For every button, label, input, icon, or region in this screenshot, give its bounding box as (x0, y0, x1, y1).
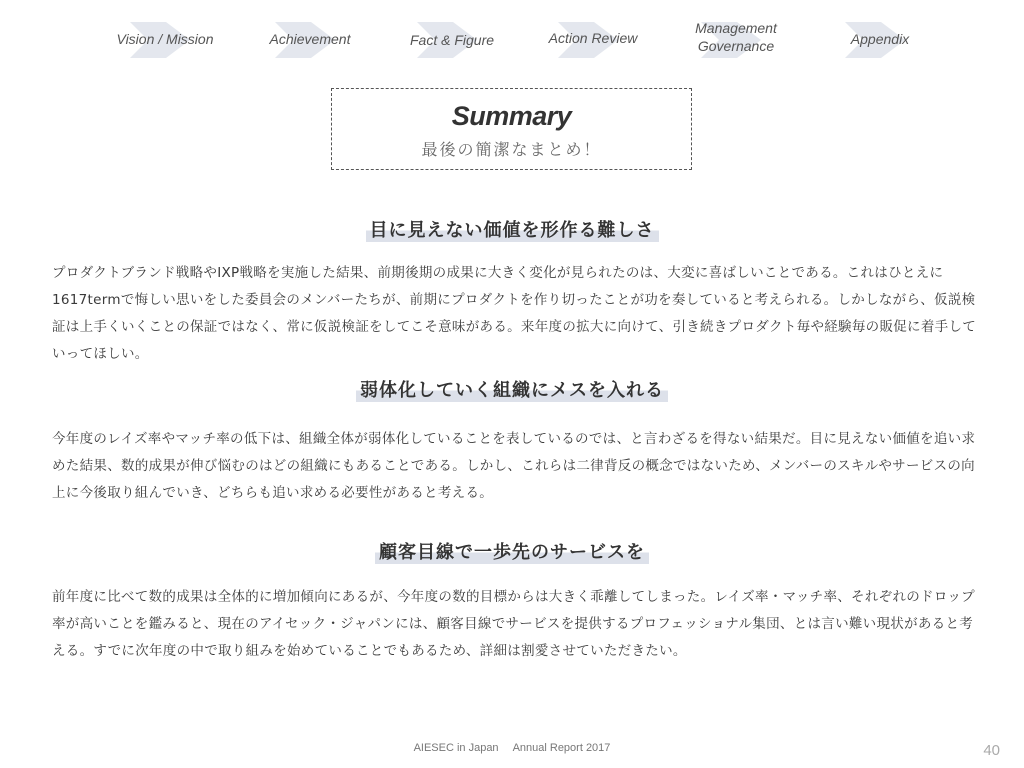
section-heading (0, 538, 1024, 564)
nav-label: Management Governance (695, 20, 777, 54)
section-heading-text: 弱体化していく組織にメスを入れる (356, 376, 668, 402)
section-body: 前年度に比べて数的成果は全体的に増加傾向にあるが、今年度の数的目標からは大きく乖離してしまった。レイズ率・マッチ率、それぞれのドロップ率が高いことを鑑みると、現在のアイセック・ジャパンには、顧客目線でサービスを提供するプロフェッショナル集団、とは言い難い現状があると考える。すでに次年度の中で取り組みを始めていることでもあるため、詳細は割愛させていただきたい。 (52, 589, 975, 659)
page-title: Summary (451, 101, 572, 131)
summary-box (331, 88, 692, 170)
nav-label: Action Review (548, 30, 638, 46)
nav-label: Fact & Figure (409, 32, 495, 48)
footer-org: AIESEC in Japan (413, 742, 499, 754)
section-heading-text: 目に見えない価値を形作る難しさ (366, 216, 659, 242)
section-heading (0, 216, 1024, 242)
nav-label: Vision / Mission (116, 31, 214, 47)
page-number: 40 (983, 742, 1000, 759)
footer-report: Annual Report 2017 (512, 742, 611, 754)
page-subtitle: 最後の簡潔なまとめ！ (421, 140, 602, 159)
nav-label: Appendix (850, 31, 910, 47)
nav-label: Achievement (269, 31, 351, 47)
section-heading (0, 376, 1024, 402)
section-body: 今年度のレイズ率やマッチ率の低下は、組織全体が弱体化していることを表しているのでは、と言わざるを得ない結果だ。目に見えない価値を追い求めた結果、数的成果が伸び悩むのはどの組織にもあることである。しかし、これらは二律背反の概念ではないため、メンバーのスキルやサービスの向上に今後取り組んでいき、どちらも追い求める必要性があると考える。 (52, 431, 976, 501)
footer (0, 742, 1024, 754)
nav-item-appendix[interactable] (795, 14, 965, 64)
section-heading-text: 顧客目線で一歩先のサービスを (375, 538, 649, 564)
section-nav (0, 14, 1024, 64)
section-body: プロダクトブランド戦略やIXP戦略を実施した結果、前期後期の成果に大きく変化が見られたのは、大変に喜ばしいことである。これはひとえに1617termで悔しい思いをした委員会のメンバーたちが、前期にプロダクトを作り切ったことが功を奏していると考えられる。しかしながら、仮説検証は上手くいくことの保証ではなく、常に仮説検証をしてこそ意味がある。来年度の拡大に向けて、引き続きプロダクト毎や経験毎の販促に着手していってほしい。 (52, 265, 977, 362)
